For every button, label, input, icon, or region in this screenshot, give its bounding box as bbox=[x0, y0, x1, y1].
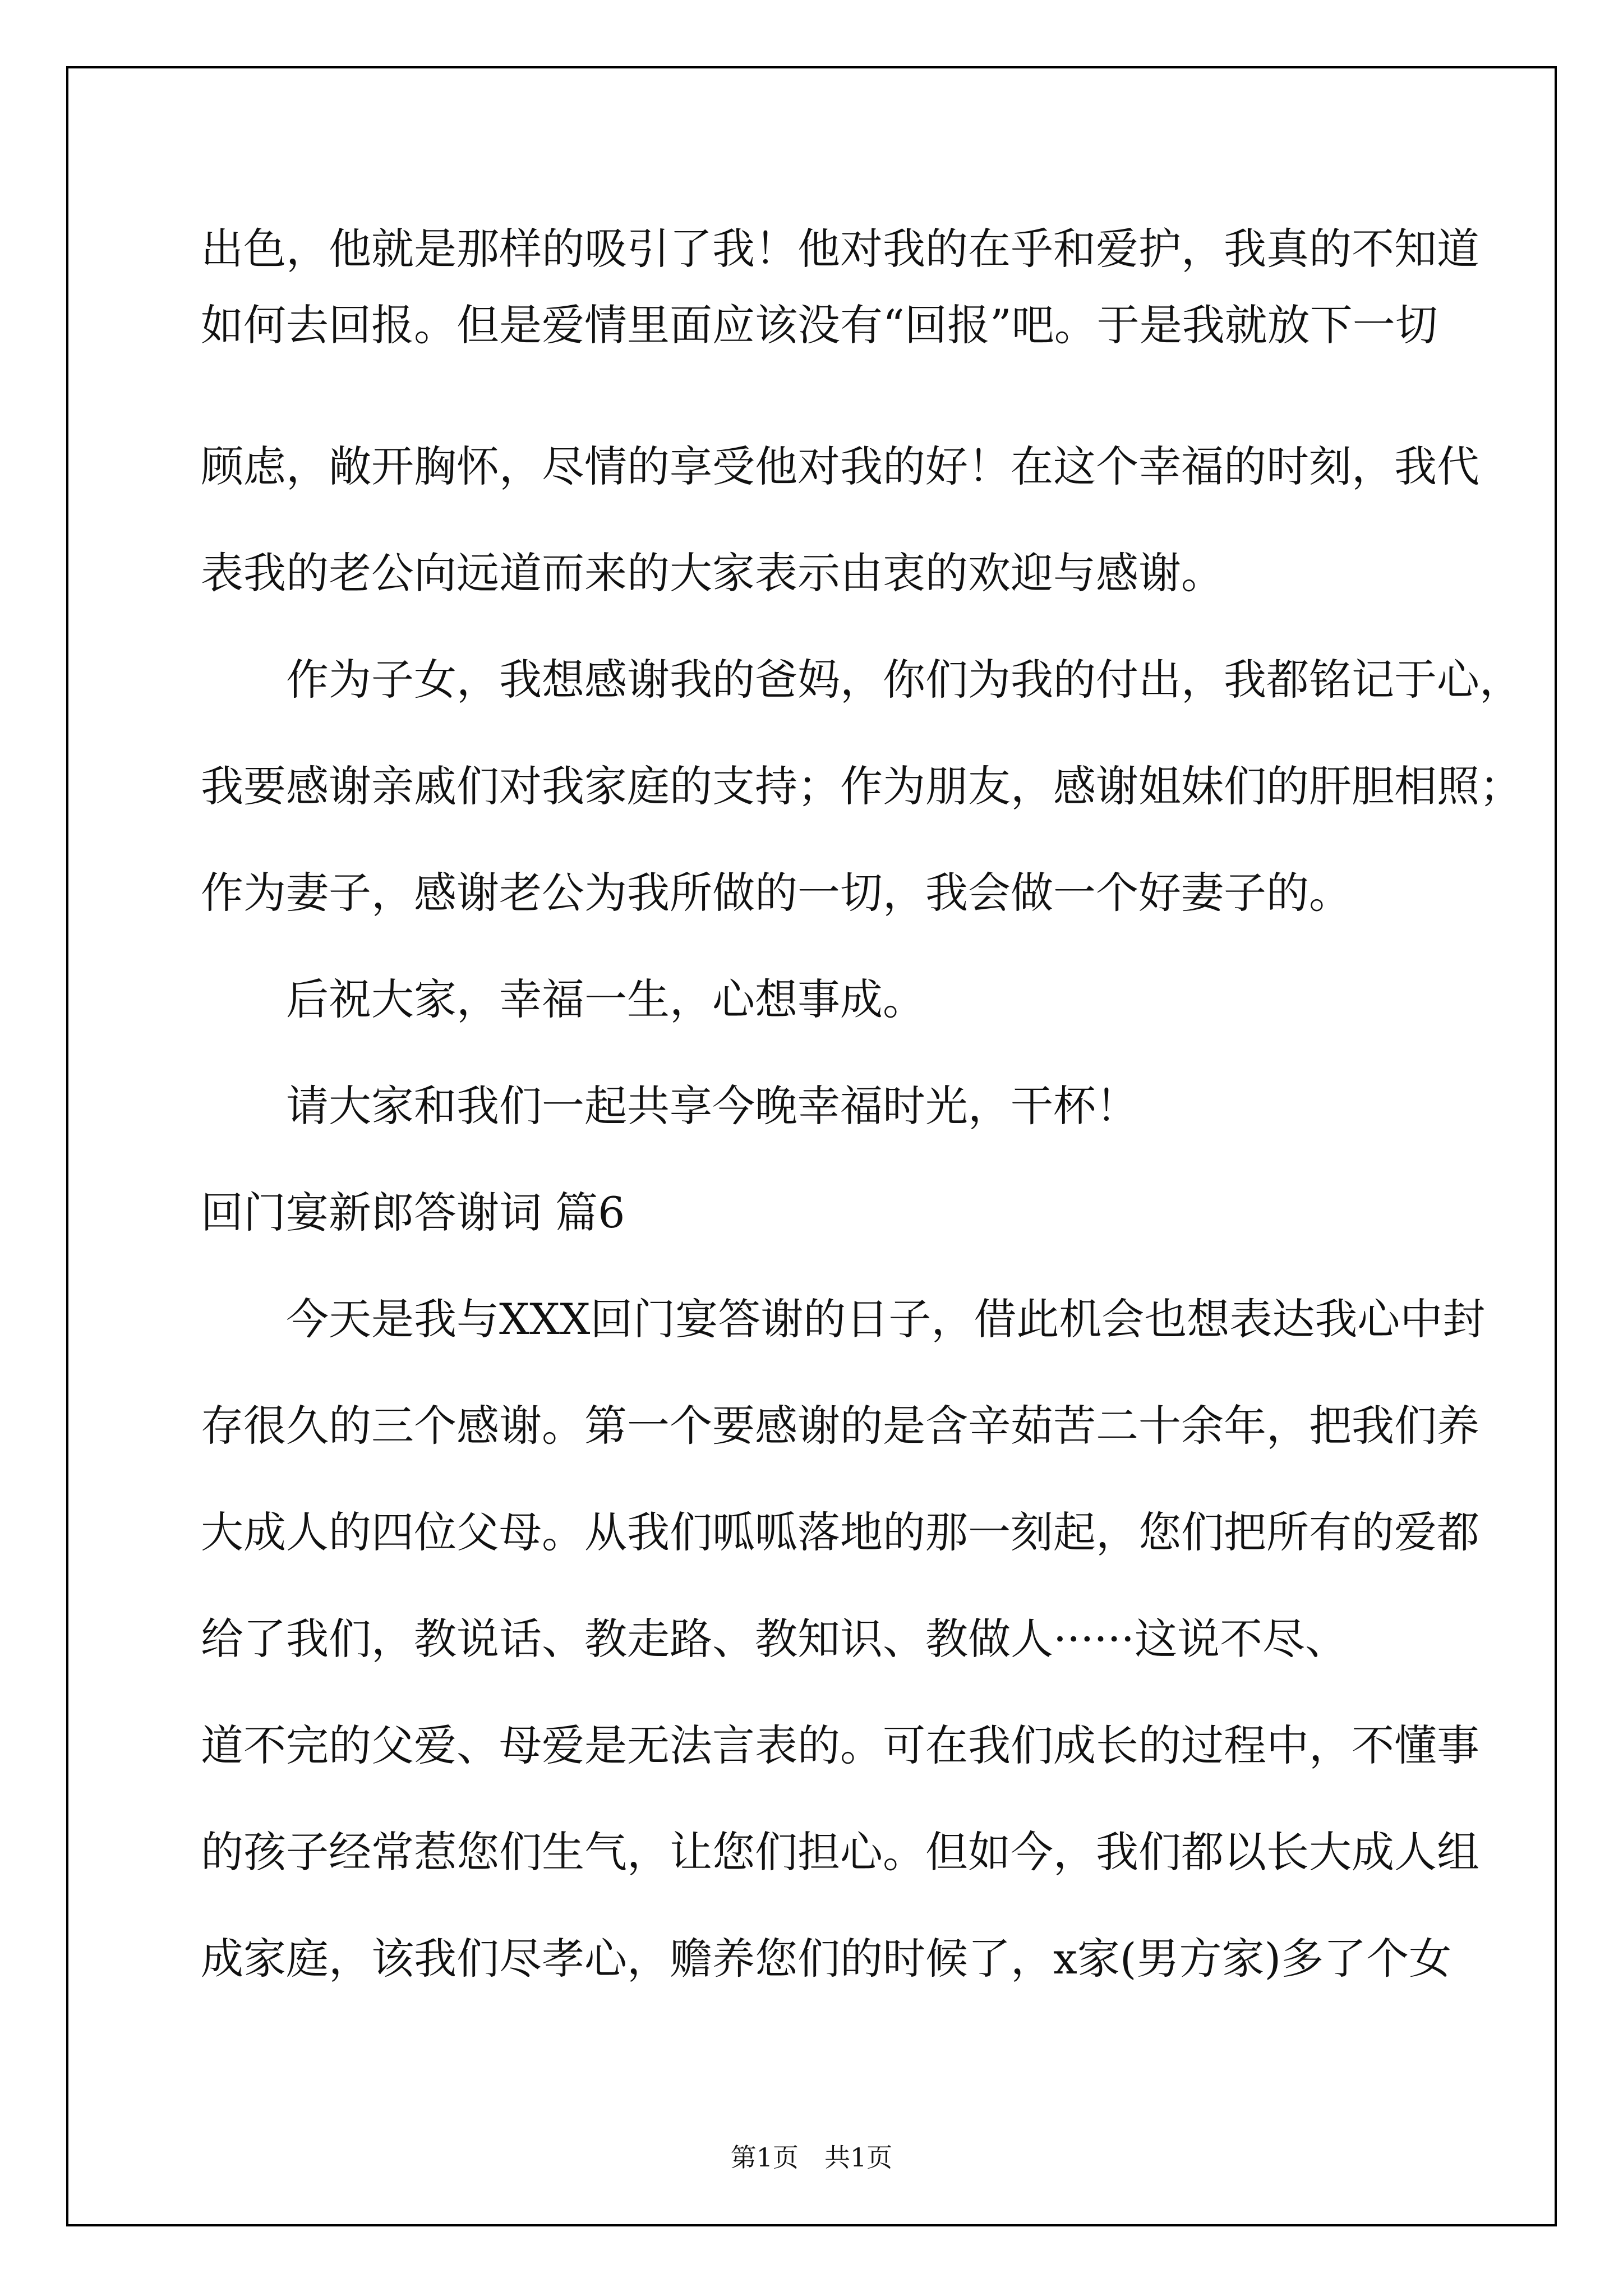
text-line: 如何去回报。但是爱情里面应该没有“回报”吧。于是我就放下一切 bbox=[201, 300, 1438, 350]
text-line: 后祝大家，幸福一生，心想事成。 bbox=[201, 974, 925, 1024]
text-line: 大成人的四位父母。从我们呱呱落地的那一刻起，您们把所有的爱都 bbox=[201, 1507, 1479, 1557]
text-line: 我要感谢亲戚们对我家庭的支持；作为朋友，感谢姐妹们的肝胆相照； bbox=[201, 761, 1522, 811]
text-line: 请大家和我们一起共享今晚幸福时光，干杯！ bbox=[201, 1081, 1138, 1131]
text-line: 作为子女，我想感谢我的爸妈，你们为我的付出，我都铭记于心， bbox=[201, 655, 1522, 705]
text-line: 今天是我与XXX回门宴答谢的日子，借此机会也想表达我心中封 bbox=[201, 1294, 1486, 1344]
text-line: 道不完的父爱、母爱是无法言表的。可在我们成长的过程中，不懂事 bbox=[201, 1720, 1479, 1770]
text-line: 给了我们，教说话、教走路、教知识、教做人······这说不尽、 bbox=[201, 1614, 1348, 1664]
text-line: 顾虑，敞开胸怀，尽情的享受他对我的好！在这个幸福的时刻，我代 bbox=[201, 441, 1479, 491]
text-line: 出色，他就是那样的吸引了我！他对我的在乎和爱护，我真的不知道 bbox=[201, 224, 1479, 274]
page-border bbox=[66, 66, 1557, 2226]
text-line: 成家庭，该我们尽孝心，赡养您们的时候了，x家(男方家)多了个女 bbox=[201, 1934, 1452, 1984]
text-line: 作为妻子，感谢老公为我所做的一切，我会做一个好妻子的。 bbox=[201, 868, 1352, 918]
text-line: 表我的老公向远道而来的大家表示由衷的欢迎与感谢。 bbox=[201, 548, 1224, 598]
text-line: 存很久的三个感谢。第一个要感谢的是含辛茹苦二十余年，把我们养 bbox=[201, 1401, 1479, 1451]
page-indicator: 第1页 共1页 bbox=[730, 2142, 893, 2173]
section-heading: 回门宴新郎答谢词 篇6 bbox=[201, 1188, 625, 1237]
text-line: 的孩子经常惹您们生气，让您们担心。但如今，我们都以长大成人组 bbox=[201, 1827, 1479, 1877]
